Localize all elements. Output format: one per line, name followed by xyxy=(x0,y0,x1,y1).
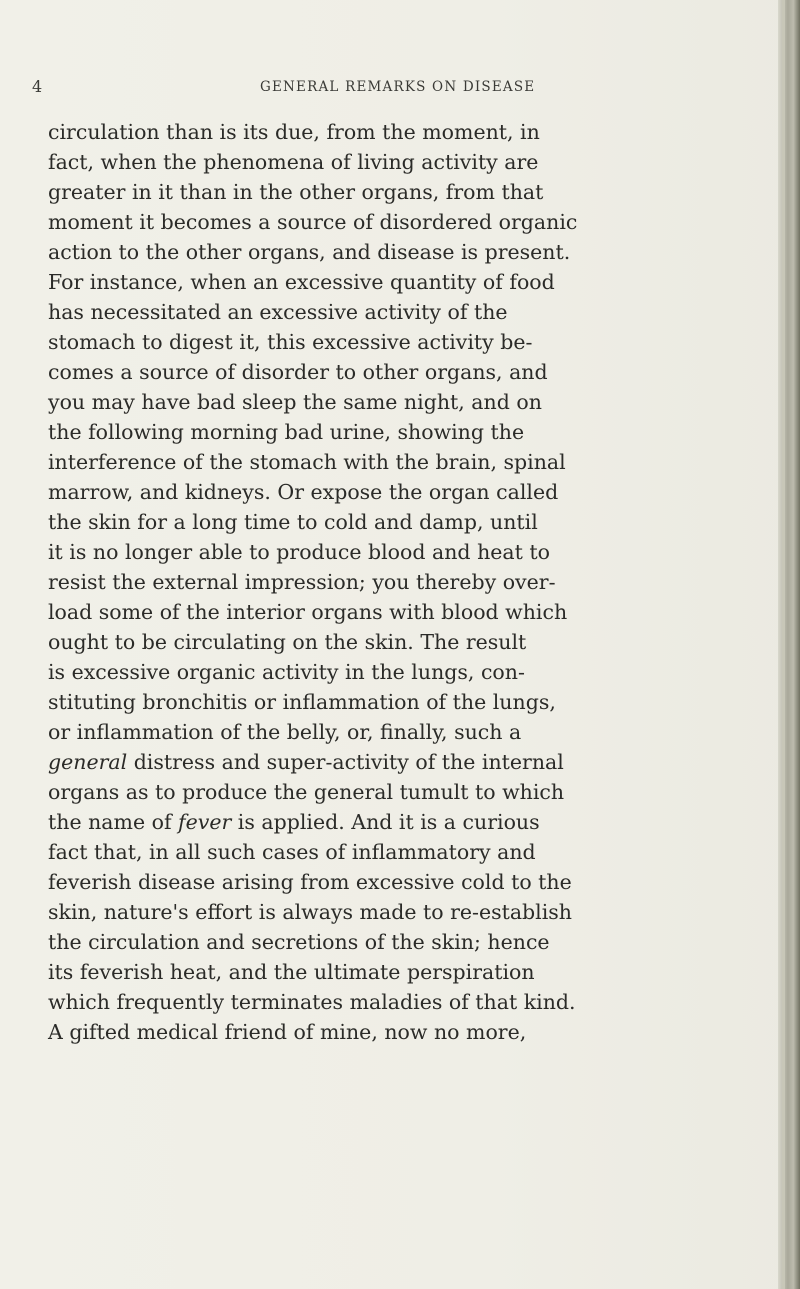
text-line: it is no longer able to produce blood and heat to xyxy=(48,540,550,564)
text-line: resist the external impression; you thereby over- xyxy=(48,570,556,594)
text-line: organs as to produce the general tumult to which xyxy=(48,780,565,804)
text-line: the following morning bad urine, showing the xyxy=(48,420,525,444)
text-line: marrow, and kidneys. Or expose the organ called xyxy=(48,480,559,504)
text-line: comes a source of disorder to other organs, and xyxy=(48,360,548,384)
text-line xyxy=(48,747,788,777)
italic-general: general xyxy=(48,750,128,774)
text-line: circulation than is its due, from the moment, in xyxy=(48,120,540,144)
text-line: stomach to digest it, this excessive activity be- xyxy=(48,330,533,354)
text-line: ought to be circulating on the skin. The result xyxy=(48,630,527,654)
line-rest: distress and super-activity of the internal xyxy=(127,750,564,774)
text-line: you may have bad sleep the same night, and on xyxy=(48,390,542,414)
page-number: 4 xyxy=(32,77,43,96)
text-line: load some of the interior organs with blood which xyxy=(48,600,568,624)
text-line: the skin for a long time to cold and damp, until xyxy=(48,510,538,534)
text-line: has necessitated an excessive activity of the xyxy=(48,300,508,324)
text-line: or inflammation of the belly, or, finally, such a xyxy=(48,720,522,744)
text-line: A gifted medical friend of mine, now no more, xyxy=(48,1020,527,1044)
text-line: the circulation and secretions of the skin; hence xyxy=(48,930,550,954)
text-line: skin, nature's effort is always made to re-establish xyxy=(48,900,573,924)
text-line: fact that, in all such cases of inflammatory and xyxy=(48,840,536,864)
text-line: action to the other organs, and disease is present. xyxy=(48,240,571,264)
text-line xyxy=(48,807,788,837)
text-line: stituting bronchitis or inflammation of the lungs, xyxy=(48,690,556,714)
line-post: is applied. And it is a curious xyxy=(231,810,540,834)
text-line: For instance, when an excessive quantity of food xyxy=(48,270,555,294)
text-line: feverish disease arising from excessive cold to the xyxy=(48,870,572,894)
running-head: GENERAL REMARKS ON DISEASE xyxy=(260,79,536,95)
text-line: which frequently terminates maladies of that kind. xyxy=(48,990,576,1014)
text-line: greater in it than in the other organs, from that xyxy=(48,180,544,204)
text-line: its feverish heat, and the ultimate perspiration xyxy=(48,960,535,984)
body-text xyxy=(48,117,788,1047)
line-pre: the name of xyxy=(48,810,179,834)
italic-fever: fever xyxy=(178,810,232,834)
page-header xyxy=(0,77,780,107)
text-line: moment it becomes a source of disordered organic xyxy=(48,210,578,234)
text-line: interference of the stomach with the brain, spinal xyxy=(48,450,566,474)
text-line: fact, when the phenomena of living activity are xyxy=(48,150,539,174)
text-line: is excessive organic activity in the lungs, con- xyxy=(48,660,525,684)
